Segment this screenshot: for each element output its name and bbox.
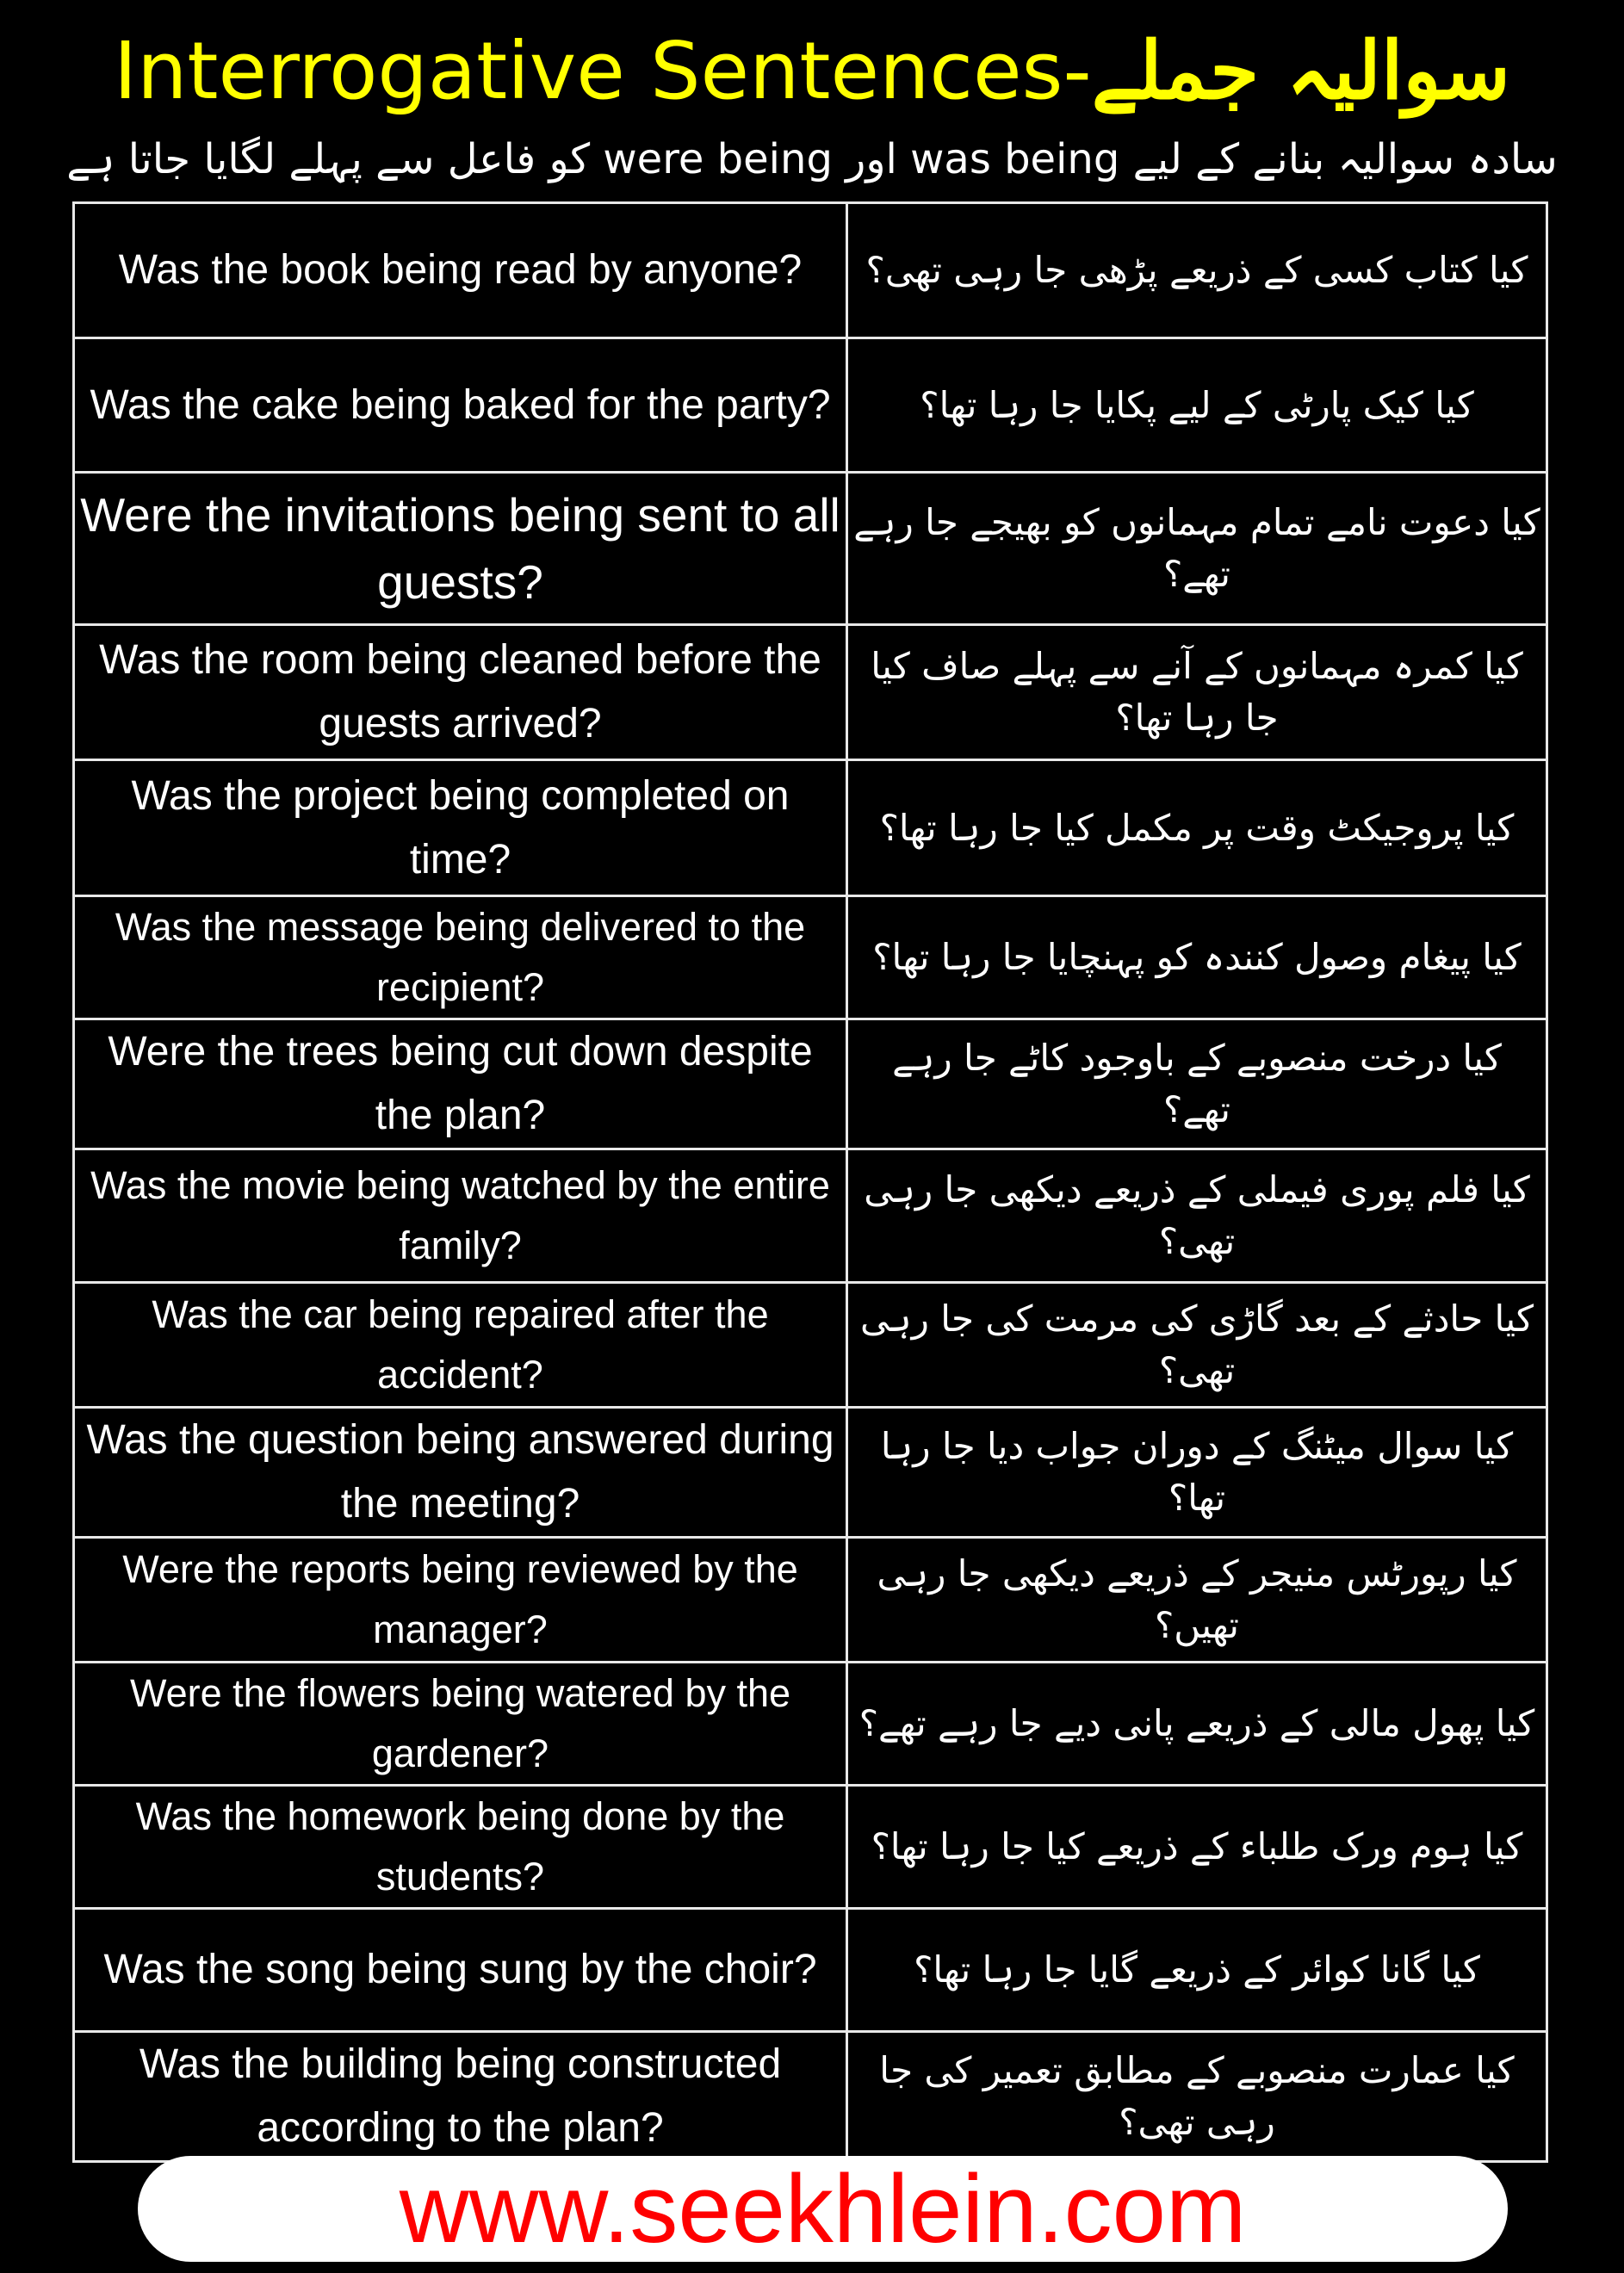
urdu-translation: کیا رپورٹس منیجر کے ذریعے دیکھی جا رہی تھیں؟	[847, 1538, 1547, 1663]
table-row	[74, 1283, 1547, 1408]
urdu-translation: کیا سوال میٹنگ کے دوران جواب دیا جا رہا تھا؟	[847, 1408, 1547, 1538]
urdu-translation: کیا گانا کوائر کے ذریعے گایا جا رہا تھا؟	[847, 1909, 1547, 2032]
english-sentence: Was the message being delivered to the recipient?	[74, 896, 847, 1019]
subtitle-rule	[15, 129, 1609, 189]
table-row	[74, 1149, 1547, 1283]
english-sentence: Was the movie being watched by the entire family?	[74, 1149, 847, 1283]
english-sentence: Was the building being constructed according to the plan?	[74, 2032, 847, 2162]
english-sentence: Was the car being repaired after the accident?	[74, 1283, 847, 1408]
english-sentence: Was the room being cleaned before the guests arrived?	[74, 625, 847, 760]
table-row	[74, 896, 1547, 1019]
table-row	[74, 1019, 1547, 1149]
page-title	[0, 19, 1624, 123]
urdu-translation: کیا حادثے کے بعد گاڑی کی مرمت کی جا رہی تھی؟	[847, 1283, 1547, 1408]
english-sentence: Was the book being read by anyone?	[74, 203, 847, 338]
subtitle-and: اور	[846, 135, 897, 183]
urdu-translation: کیا عمارت منصوبے کے مطابق تعمیر کی جا رہی تھی؟	[847, 2032, 1547, 2162]
english-sentence: Was the question being answered during the meeting?	[74, 1408, 847, 1538]
table-row	[74, 1663, 1547, 1786]
website-url[interactable]: www.seekhlein.com	[399, 2155, 1247, 2263]
table-row	[74, 760, 1547, 896]
table-row	[74, 203, 1547, 338]
website-banner[interactable]	[138, 2156, 1508, 2262]
english-sentence: Was the cake being baked for the party?	[74, 338, 847, 473]
urdu-translation: کیا ہوم ورک طلباء کے ذریعے کیا جا رہا تھا؟	[847, 1786, 1547, 1909]
english-sentence: Was the song being sung by the choir?	[74, 1909, 847, 2032]
english-sentence: Were the invitations being sent to all guests?	[74, 473, 847, 625]
table-row	[74, 338, 1547, 473]
english-sentence: Was the homework being done by the students?	[74, 1786, 847, 1909]
table-row	[74, 625, 1547, 760]
urdu-translation: کیا پروجیکٹ وقت پر مکمل کیا جا رہا تھا؟	[847, 760, 1547, 896]
urdu-translation: کیا کتاب کسی کے ذریعے پڑھی جا رہی تھی؟	[847, 203, 1547, 338]
subtitle-post: کو فاعل سے پہلے لگایا جاتا ہے	[66, 135, 591, 183]
english-sentence: Were the flowers being watered by the gardener?	[74, 1663, 847, 1786]
table-row	[74, 2032, 1547, 2162]
table-row	[74, 1909, 1547, 2032]
english-sentence: Were the reports being reviewed by the manager?	[74, 1538, 847, 1663]
title-urdu: سوالیہ جملے	[1091, 24, 1511, 117]
table-row	[74, 1408, 1547, 1538]
title-english: Interrogative Sentences-	[113, 25, 1092, 117]
subtitle-was-being: was being	[910, 135, 1120, 183]
urdu-translation: کیا پھول مالی کے ذریعے پانی دیے جا رہے تھے؟	[847, 1663, 1547, 1786]
urdu-translation: کیا کمرہ مہمانوں کے آنے سے پہلے صاف کیا جا رہا تھا؟	[847, 625, 1547, 760]
urdu-translation: کیا دعوت نامے تمام مہمانوں کو بھیجے جا رہے تھے؟	[847, 473, 1547, 625]
urdu-translation: کیا درخت منصوبے کے باوجود کاٹے جا رہے تھے؟	[847, 1019, 1547, 1149]
table-row	[74, 1538, 1547, 1663]
table-row	[74, 473, 1547, 625]
urdu-translation: کیا کیک پارٹی کے لیے پکایا جا رہا تھا؟	[847, 338, 1547, 473]
english-sentence: Were the trees being cut down despite the plan?	[74, 1019, 847, 1149]
table-row	[74, 1786, 1547, 1909]
urdu-translation: کیا فلم پوری فیملی کے ذریعے دیکھی جا رہی تھی؟	[847, 1149, 1547, 1283]
subtitle-were-being: were being	[603, 135, 833, 183]
urdu-translation: کیا پیغام وصول کنندہ کو پہنچایا جا رہا تھا؟	[847, 896, 1547, 1019]
sentence-table	[72, 201, 1548, 2163]
english-sentence: Was the project being completed on time?	[74, 760, 847, 896]
subtitle-pre: سادہ سوالیہ بنانے کے لیے	[1132, 135, 1558, 183]
